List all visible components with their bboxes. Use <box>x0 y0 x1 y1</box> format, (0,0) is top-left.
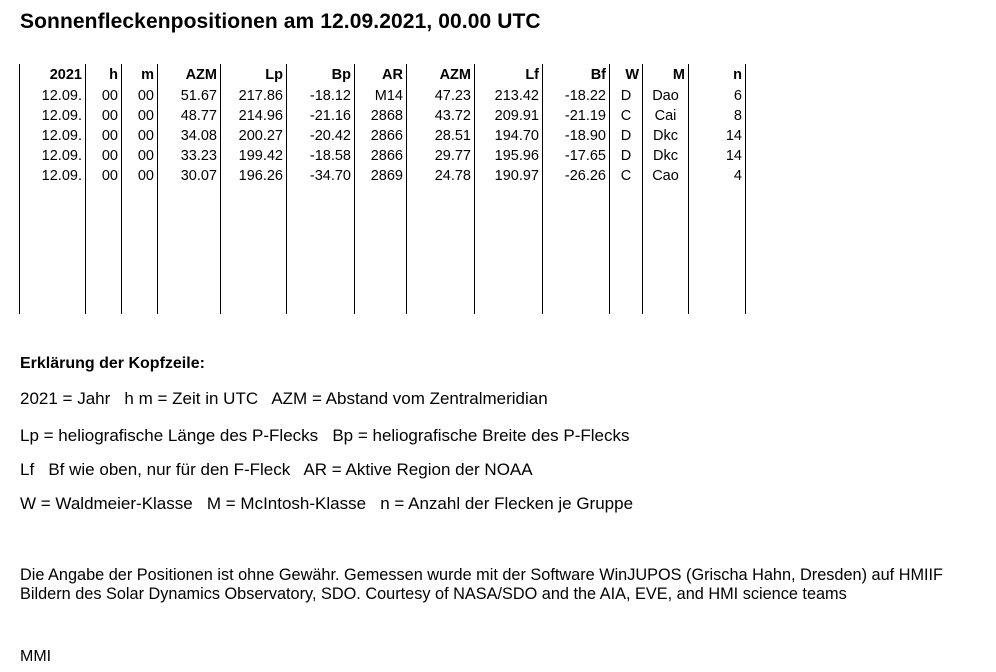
cell-azm-f: 28.51 <box>407 126 475 146</box>
table-row <box>20 126 746 146</box>
cell-hour: 00 <box>86 126 122 146</box>
cell-lp: 200.27 <box>221 126 287 146</box>
cell-waldmeier: C <box>610 106 643 126</box>
cell-lp: 196.26 <box>221 166 287 186</box>
cell-bf: -26.26 <box>543 166 610 186</box>
cell-date: 12.09. <box>20 166 86 186</box>
cell-lp: 199.42 <box>221 146 287 166</box>
cell-azm-f: 43.72 <box>407 106 475 126</box>
cell-waldmeier: D <box>610 86 643 106</box>
header-minute: m <box>122 64 158 86</box>
empty-cell <box>221 186 287 314</box>
legend-line: W = Waldmeier-Klasse M = McIntosh-Klasse n = Anzahl der Flecken je Gruppe <box>20 494 634 513</box>
cell-azm-p: 51.67 <box>158 86 221 106</box>
header-lp: Lp <box>221 64 287 86</box>
cell-lf: 190.97 <box>475 166 543 186</box>
header-ar: AR <box>355 64 407 86</box>
cell-count: 14 <box>689 126 746 146</box>
empty-cell <box>86 186 122 314</box>
cell-mcintosh: Dkc <box>643 126 689 146</box>
legend-line: 2021 = Jahr h m = Zeit in UTC AZM = Abstand vom Zentralmeridian <box>20 389 548 408</box>
cell-waldmeier: C <box>610 166 643 186</box>
cell-lp: 214.96 <box>221 106 287 126</box>
header-year: 2021 <box>20 64 86 86</box>
cell-bp: -34.70 <box>287 166 355 186</box>
legend-line: Lf Bf wie oben, nur für den F-Fleck AR = Aktive Region der NOAA <box>20 460 533 479</box>
cell-ar: 2866 <box>355 126 407 146</box>
table-row <box>20 86 746 106</box>
empty-cell <box>158 186 221 314</box>
cell-bp: -21.16 <box>287 106 355 126</box>
cell-hour: 00 <box>86 86 122 106</box>
cell-hour: 00 <box>86 166 122 186</box>
header-lf: Lf <box>475 64 543 86</box>
header-count: n <box>689 64 746 86</box>
cell-minute: 00 <box>122 166 158 186</box>
cell-bf: -17.65 <box>543 146 610 166</box>
cell-bp: -18.58 <box>287 146 355 166</box>
cell-lf: 209.91 <box>475 106 543 126</box>
legend-line: Lp = heliografische Länge des P-Flecks Bp = heliografische Breite des P-Flecks <box>20 426 630 445</box>
cell-azm-p: 30.07 <box>158 166 221 186</box>
cell-date: 12.09. <box>20 86 86 106</box>
cell-mcintosh: Cao <box>643 166 689 186</box>
cell-minute: 00 <box>122 106 158 126</box>
cell-ar: 2866 <box>355 146 407 166</box>
cell-ar: 2868 <box>355 106 407 126</box>
cell-azm-f: 29.77 <box>407 146 475 166</box>
table-row <box>20 146 746 166</box>
cell-date: 12.09. <box>20 106 86 126</box>
header-bp: Bp <box>287 64 355 86</box>
cell-ar: 2869 <box>355 166 407 186</box>
cell-minute: 00 <box>122 86 158 106</box>
cell-count: 14 <box>689 146 746 166</box>
empty-cell <box>475 186 543 314</box>
cell-azm-p: 48.77 <box>158 106 221 126</box>
empty-cell <box>122 186 158 314</box>
cell-waldmeier: D <box>610 146 643 166</box>
header-azm-f: AZM <box>407 64 475 86</box>
cell-ar: M14 <box>355 86 407 106</box>
header-azm-p: AZM <box>158 64 221 86</box>
legend-heading: Erklärung der Kopfzeile: <box>20 355 205 372</box>
cell-count: 8 <box>689 106 746 126</box>
empty-cell <box>543 186 610 314</box>
cell-bp: -18.12 <box>287 86 355 106</box>
empty-cell <box>689 186 746 314</box>
empty-cell <box>407 186 475 314</box>
cell-azm-f: 24.78 <box>407 166 475 186</box>
cell-hour: 00 <box>86 106 122 126</box>
cell-date: 12.09. <box>20 126 86 146</box>
header-hour: h <box>86 64 122 86</box>
cell-azm-p: 33.23 <box>158 146 221 166</box>
cell-bf: -21.19 <box>543 106 610 126</box>
sunspot-table <box>19 64 746 314</box>
cell-mcintosh: Dkc <box>643 146 689 166</box>
cell-lf: 195.96 <box>475 146 543 166</box>
cell-lf: 194.70 <box>475 126 543 146</box>
empty-cell <box>287 186 355 314</box>
empty-cell <box>610 186 643 314</box>
empty-cell <box>643 186 689 314</box>
empty-cell <box>355 186 407 314</box>
cell-lf: 213.42 <box>475 86 543 106</box>
cell-date: 12.09. <box>20 146 86 166</box>
table-row <box>20 106 746 126</box>
cell-bp: -20.42 <box>287 126 355 146</box>
cell-lp: 217.86 <box>221 86 287 106</box>
cell-mcintosh: Cai <box>643 106 689 126</box>
disclaimer-text: Die Angabe der Positionen ist ohne Gewähr. Gemessen wurde mit der Software WinJUPOS (Grischa Hahn, Dresden) auf HMIIF Bildern des Solar Dynamics Observatory, SDO. Courtesy of NASA/SDO and the AIA, EVE, and HMI science teams <box>20 566 944 603</box>
cell-waldmeier: D <box>610 126 643 146</box>
table-empty-space <box>20 186 746 314</box>
cell-bf: -18.90 <box>543 126 610 146</box>
cell-count: 4 <box>689 166 746 186</box>
cell-count: 6 <box>689 86 746 106</box>
header-waldmeier: W <box>610 64 643 86</box>
header-mcintosh: M <box>643 64 689 86</box>
table-header-row <box>20 64 746 86</box>
cell-minute: 00 <box>122 146 158 166</box>
empty-cell <box>20 186 86 314</box>
table-row <box>20 166 746 186</box>
cell-azm-p: 34.08 <box>158 126 221 146</box>
page-title: Sonnenfleckenpositionen am 12.09.2021, 00.00 UTC <box>20 10 541 33</box>
cell-azm-f: 47.23 <box>407 86 475 106</box>
cell-bf: -18.22 <box>543 86 610 106</box>
signature: MMI <box>20 648 52 665</box>
cell-mcintosh: Dao <box>643 86 689 106</box>
header-bf: Bf <box>543 64 610 86</box>
cell-minute: 00 <box>122 126 158 146</box>
cell-hour: 00 <box>86 146 122 166</box>
